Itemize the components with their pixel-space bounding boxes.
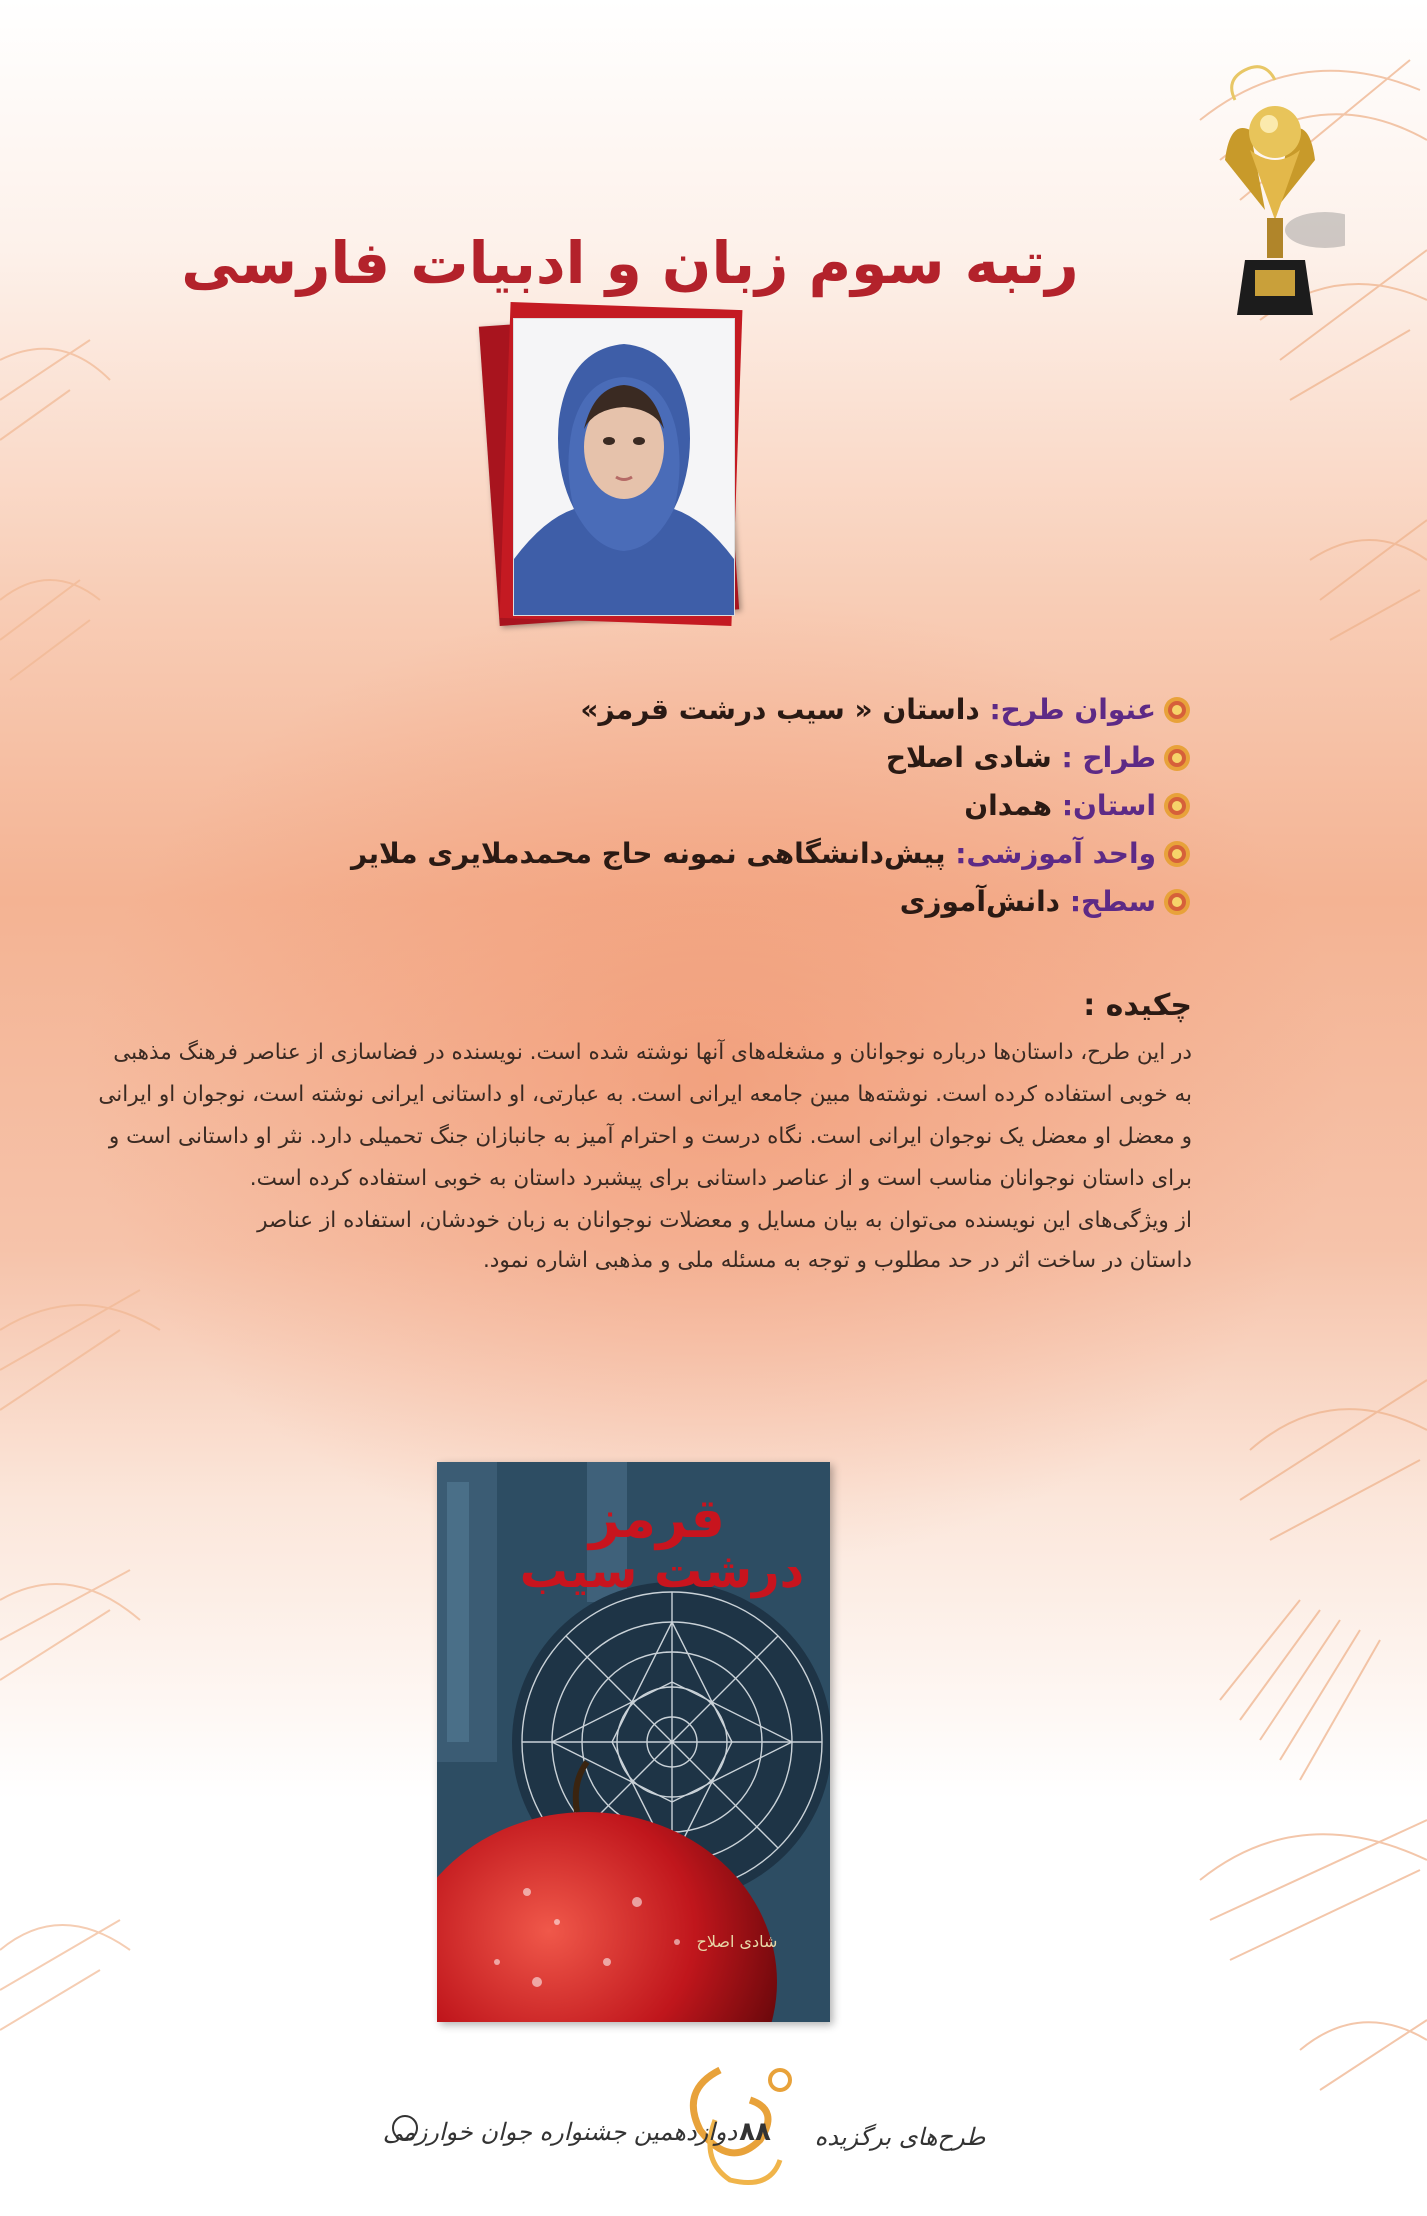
page-number: ۸۸ xyxy=(739,2117,771,2147)
info-value: داستان « سیب درشت قرمز» xyxy=(580,693,980,726)
info-label: طراح : xyxy=(1061,741,1156,774)
info-label: واحد آموزشی: xyxy=(955,837,1156,870)
abstract-heading: چکیده : xyxy=(1083,988,1192,1023)
trophy-icon xyxy=(1205,60,1345,330)
info-label: سطح: xyxy=(1069,885,1156,918)
info-row-level xyxy=(900,885,1192,918)
footer-festival-name: دوازدهمین جشنواره جوان خوارزمی xyxy=(382,2118,738,2146)
abstract-line: و معضل او معضل یک نوجوان ایرانی است. نگاه درست و احترام آمیز به جانبازان جنگ تحمیلی دارد. نثر او داستانی است و xyxy=(108,1124,1192,1149)
book-title-top: قرمز xyxy=(589,1487,725,1550)
abstract-line: در این طرح، داستان‌ها درباره نوجوانان و مشغله‌های آنها نوشته شده است. نویسنده در فضاسازی از عناصر فرهنگ مذهبی xyxy=(113,1040,1192,1065)
info-label: استان: xyxy=(1061,789,1156,822)
portrait-photo xyxy=(513,318,735,616)
portrait-photo-frame xyxy=(485,300,755,630)
book-author: شادی اصلاح xyxy=(696,1932,778,1951)
book-title-bottom: درشت سیب xyxy=(519,1543,805,1599)
flower-bullet-icon xyxy=(1162,743,1192,773)
info-value: پیش‌دانشگاهی نمونه حاج محمدملایری ملایر xyxy=(351,837,946,870)
page-title: رتبه سوم زبان و ادبیات فارسی xyxy=(181,228,1079,297)
info-row-title xyxy=(580,693,1192,726)
flower-bullet-icon xyxy=(1162,695,1192,725)
info-value: دانش‌آموزی xyxy=(899,885,1061,918)
abstract-line: به خوبی استفاده کرده است. نوشته‌ها مبین جامعه ایرانی است. به عبارتی، او داستانی ایرانی نوشته است، نوجوان او ایرانی xyxy=(98,1082,1192,1107)
footer-logo xyxy=(380,2050,1030,2200)
footer-left-text: طرح‌های برگزیده xyxy=(814,2123,986,2151)
info-value: همدان xyxy=(964,789,1053,822)
abstract-line: از ویژگی‌های این نویسنده می‌توان به بیان مسایل و معضلات نوجوانان به زبان خودشان، استفاده از عناصر xyxy=(257,1208,1192,1233)
info-row-province xyxy=(964,789,1192,822)
decorative-lines-left xyxy=(0,0,200,2216)
info-label: عنوان طرح: xyxy=(989,693,1156,726)
info-row-school xyxy=(351,837,1192,870)
flower-bullet-icon xyxy=(1162,887,1192,917)
flower-bullet-icon xyxy=(1162,791,1192,821)
decorative-lines-right xyxy=(1180,0,1427,2216)
abstract-line: برای داستان نوجوانان مناسب است و از عناصر داستانی برای پیشبرد داستان به خوبی استفاده کرده است. xyxy=(249,1166,1192,1191)
info-value: شادی اصلاح xyxy=(885,741,1052,774)
flower-bullet-icon xyxy=(1162,839,1192,869)
info-row-designer xyxy=(886,741,1192,774)
abstract-line: داستان در ساخت اثر در حد مطلوب و توجه به مسئله ملی و مذهبی اشاره نمود. xyxy=(482,1248,1192,1273)
book-cover xyxy=(437,1462,830,2022)
